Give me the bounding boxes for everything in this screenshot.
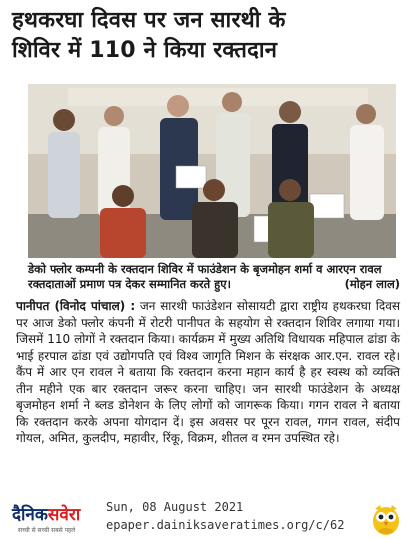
brand-tagline: सच्ची से सच्ची सबसे पहले bbox=[18, 527, 76, 534]
brand-name bbox=[12, 502, 80, 525]
photo-caption bbox=[28, 262, 400, 292]
brand-name-part1: दैनिक bbox=[12, 505, 48, 525]
photo-caption-text: डेको फ्लोर कम्पनी के रक्तदान शिविर में फाउंडेशन के बृजमोहन शर्मा व आरएन रावल रक्तदाताओं प्रमाण पत्र देकर सम्मानित करते हुए। bbox=[28, 262, 382, 291]
headline-line-1: हथकरघा दिवस पर जन सारथी के bbox=[12, 8, 286, 33]
brand-logo[interactable] bbox=[12, 502, 104, 536]
photo-credit: (मोहन लाल) bbox=[344, 277, 400, 291]
news-photo bbox=[28, 84, 396, 258]
edition-date: Sun, 08 August 2021 bbox=[106, 500, 244, 514]
brand-name-part2: सवेरा bbox=[47, 505, 81, 525]
headline bbox=[12, 6, 402, 66]
dateline: पानीपत (विनोद पांचाल) : bbox=[16, 299, 136, 313]
epaper-url[interactable]: epaper.dainiksaveratimes.org/c/62 bbox=[106, 518, 345, 532]
news-photo-illustration bbox=[28, 84, 396, 258]
article-body-text: जन सारथी फाउंडेशन सोसायटी द्वारा राष्ट्रीय हथकरघा दिवस पर आज डेको फ्लोर कंपनी में रोटरी पानीपत के सहयोग से रक्तदान शिविर लगाया गया। जिसमें 110 लोगों ने रक्तदान किया। कार्यक्रम में मुख्य अतिथि विधायक महिपाल ढांडा के भाई हरपाल ढांडा एवं उद्योगपति एवं विश्व जागृति मिशन के संरक्षक आर.एन. रावल रहे। कैंप में आर एन रावल ने बताया कि रक्तदान करना महान कार्य है हर स्वस्थ को व्यक्ति तीन महीने एक बार रक्तदान जरूर करना चाहिए। जन सारथी फाउंडेशन के अध्यक्ष बृजमोहन शर्मा ने ब्लड डोनेशन के लिए लोगों को जागरूक किया। गगन रावल ने बताया कि रक्तदान करके अपना योगदान दें। इस अवसर पर पूरन रावल, गगन रावल, संदीप गोयल, अमित, कुलदीप, महावीर, रिंकू, विक्रम, शीतल व रमन उपस्थित रहे। bbox=[16, 299, 401, 445]
owl-mascot-icon bbox=[370, 502, 402, 536]
footer bbox=[0, 496, 408, 539]
article-body bbox=[16, 298, 400, 447]
headline-line-2: शिविर में 110 ने किया रक्तदान bbox=[12, 38, 278, 63]
